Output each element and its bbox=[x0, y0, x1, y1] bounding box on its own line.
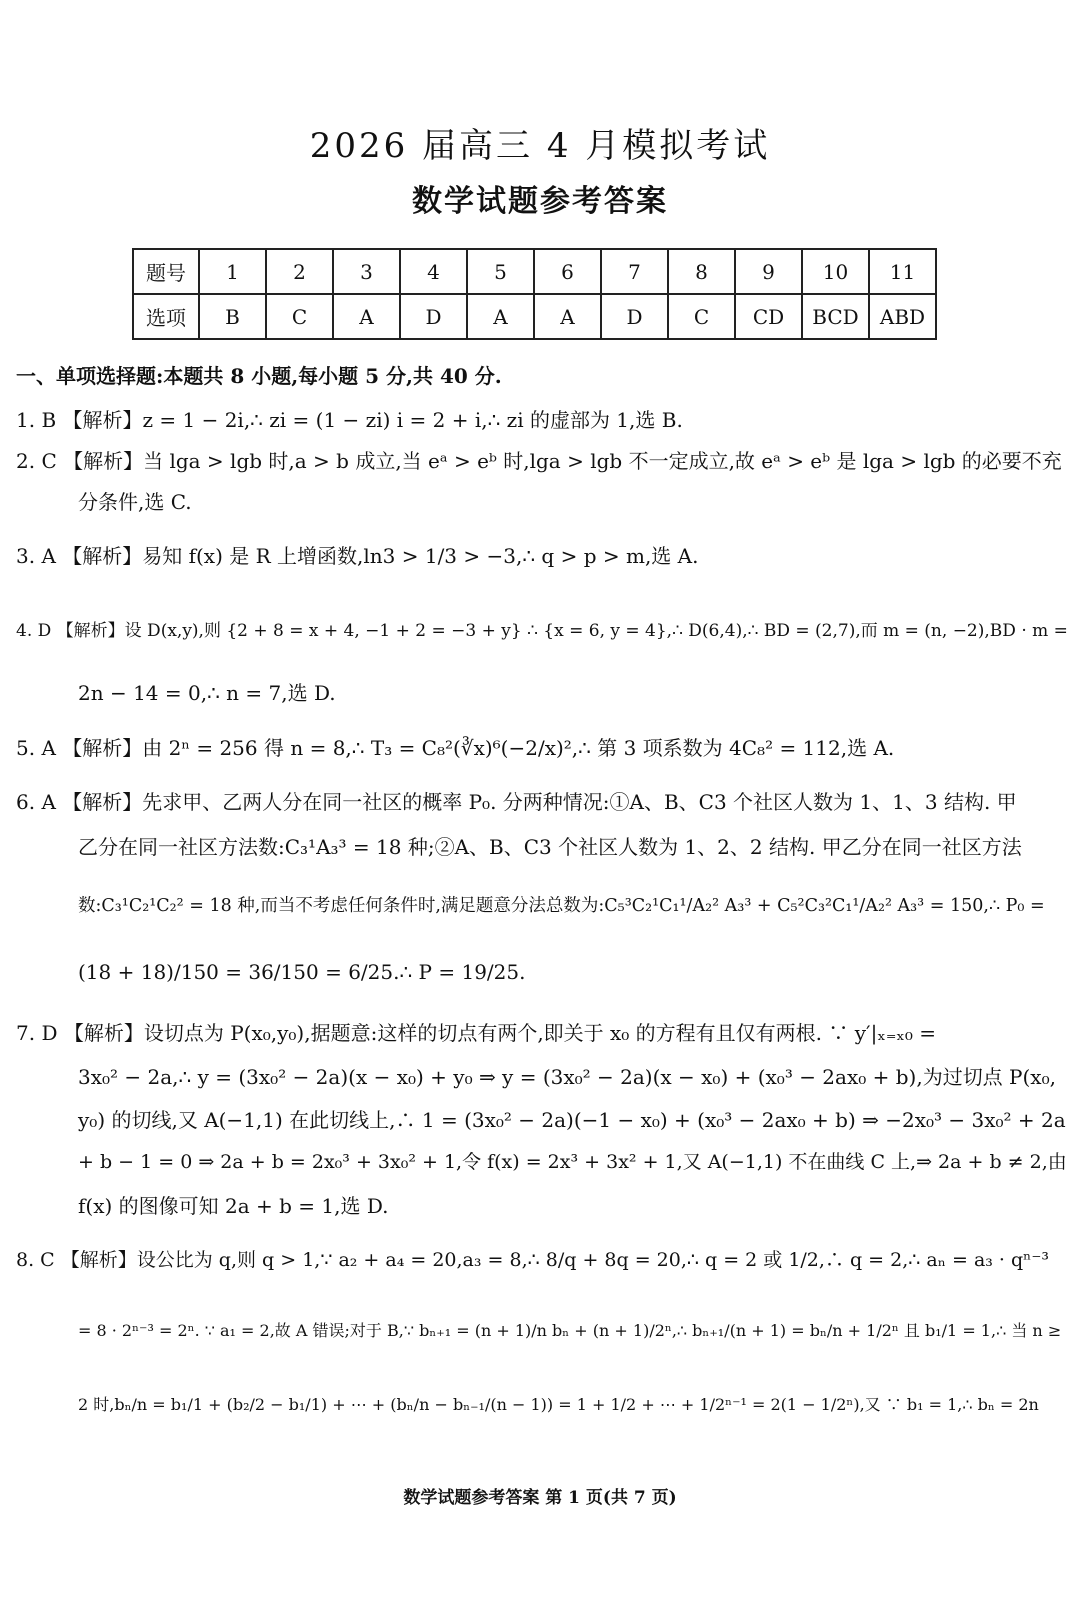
row-label-numbers: 题号 bbox=[133, 249, 199, 294]
solution-line: 2n − 14 = 0,∴ n = 7,选 D. bbox=[78, 681, 336, 705]
table-cell: 5 bbox=[467, 249, 534, 294]
solution-line: 6. A 【解析】先求甲、乙两人分在同一社区的概率 P₀. 分两种情况:①A、B、C3 个社区人数为 1、1、3 结构. 甲 bbox=[16, 790, 1017, 814]
solution-line: 2. C 【解析】当 lga > lgb 时,a > b 成立,当 eᵃ > eᵇ 时,lga > lgb 不一定成立,故 eᵃ > eᵇ 是 lga > lgb 的必要不充 bbox=[16, 449, 1062, 473]
solution-line: f(x) 的图像可知 2a + b = 1,选 D. bbox=[78, 1194, 389, 1218]
table-cell: 9 bbox=[735, 249, 802, 294]
solution-line: 3x₀² − 2a,∴ y = (3x₀² − 2a)(x − x₀) + y₀ ⇒ y = (3x₀² − 2a)(x − x₀) + (x₀³ − 2ax₀ + b),为过切点 P(x₀, bbox=[78, 1065, 1056, 1089]
solution-line: 1. B 【解析】z = 1 − 2i,∴ zi = (1 − zi) i = 2 + i,∴ zi 的虚部为 1,选 B. bbox=[16, 408, 683, 432]
table-cell: 2 bbox=[266, 249, 333, 294]
answer-table bbox=[132, 248, 937, 340]
table-cell: 8 bbox=[668, 249, 735, 294]
answer-table-row-answers bbox=[133, 294, 936, 339]
row-label-answers: 选项 bbox=[133, 294, 199, 339]
page-title: 2026 届高三 4 月模拟考试 bbox=[309, 126, 771, 166]
solution-line: y₀) 的切线,又 A(−1,1) 在此切线上,∴ 1 = (3x₀² − 2a)(−1 − x₀) + (x₀³ − 2ax₀ + b) ⇒ −2x₀³ − 3x₀² + 2a bbox=[78, 1108, 1066, 1132]
solution-line: 分条件,选 C. bbox=[78, 490, 192, 514]
solution-line: 2 时,bₙ/n = b₁/1 + (b₂/2 − b₁/1) + ⋯ + (bₙ/n − bₙ₋₁/(n − 1)) = 1 + 1/2 + ⋯ + 1/2ⁿ⁻¹ = 2(1 − 1/2ⁿ),又 ∵ b₁ = 1,∴ bₙ = 2n bbox=[78, 1395, 1039, 1414]
solution-line: 乙分在同一社区方法数:C₃¹A₃³ = 18 种;②A、B、C3 个社区人数为 1、2、2 结构. 甲乙分在同一社区方法 bbox=[78, 835, 1022, 859]
solution-line: 4. D 【解析】设 D(x,y),则 {2 + 8 = x + 4, −1 + 2 = −3 + y} ∴ {x = 6, y = 4},∴ D(6,4),∴ BD = (2,7),而 m = (n, −2),BD · m = bbox=[16, 621, 1068, 641]
table-cell: 10 bbox=[802, 249, 869, 294]
table-cell: A bbox=[534, 294, 601, 339]
table-cell: D bbox=[601, 294, 668, 339]
table-cell: A bbox=[333, 294, 400, 339]
solution-line: 8. C 【解析】设公比为 q,则 q > 1,∵ a₂ + a₄ = 20,a₃ = 8,∴ 8/q + 8q = 20,∴ q = 2 或 1/2,∴ q = 2,∴ aₙ = a₃ · qⁿ⁻³ bbox=[16, 1249, 1050, 1271]
table-cell: 4 bbox=[400, 249, 467, 294]
table-cell: C bbox=[668, 294, 735, 339]
solution-line: + b − 1 = 0 ⇒ 2a + b = 2x₀³ + 3x₀² + 1,令 f(x) = 2x³ + 3x² + 1,又 A(−1,1) 不在曲线 C 上,⇒ 2a + b ≠ 2,由 bbox=[78, 1151, 1067, 1173]
table-cell: C bbox=[266, 294, 333, 339]
page-footer: 数学试题参考答案 第 1 页(共 7 页) bbox=[403, 1488, 677, 1508]
solution-line: 5. A 【解析】由 2ⁿ = 256 得 n = 8,∴ T₃ = C₈²(∛x)⁶(−2/x)²,∴ 第 3 项系数为 4C₈² = 112,选 A. bbox=[16, 736, 895, 760]
solution-line: 7. D 【解析】设切点为 P(x₀,y₀),据题意:这样的切点有两个,即关于 x₀ 的方程有且仅有两根. ∵ y′|ₓ₌ₓ₀ = bbox=[16, 1021, 936, 1045]
page-subtitle: 数学试题参考答案 bbox=[412, 184, 668, 219]
table-cell: 1 bbox=[199, 249, 266, 294]
solution-line: 3. A 【解析】易知 f(x) 是 R 上增函数,ln3 > 1/3 > −3,∴ q > p > m,选 A. bbox=[16, 544, 699, 568]
table-cell: A bbox=[467, 294, 534, 339]
table-cell: 3 bbox=[333, 249, 400, 294]
solution-line: = 8 · 2ⁿ⁻³ = 2ⁿ. ∵ a₁ = 2,故 A 错误;对于 B,∵ bₙ₊₁ = (n + 1)/n bₙ + (n + 1)/2ⁿ,∴ bₙ₊₁/(n + 1) = bₙ/n + 1/2ⁿ 且 b₁/1 = 1,∴ 当 n ≥ bbox=[78, 1321, 1062, 1340]
table-cell: ABD bbox=[869, 294, 936, 339]
section-heading: 一、单项选择题:本题共 8 小题,每小题 5 分,共 40 分. bbox=[16, 364, 502, 388]
table-cell: D bbox=[400, 294, 467, 339]
table-cell: CD bbox=[735, 294, 802, 339]
solution-line: (18 + 18)/150 = 36/150 = 6/25.∴ P = 19/25. bbox=[78, 960, 526, 984]
table-cell: B bbox=[199, 294, 266, 339]
solution-line: 数:C₃¹C₂¹C₂² = 18 种,而当不考虑任何条件时,满足题意分法总数为:C₅³C₂¹C₁¹/A₂² A₃³ + C₅²C₃²C₁¹/A₂² A₃³ = 150,∴ P₀ = bbox=[78, 896, 1045, 916]
table-cell: 7 bbox=[601, 249, 668, 294]
table-cell: BCD bbox=[802, 294, 869, 339]
answer-table-row-numbers bbox=[133, 249, 936, 294]
table-cell: 6 bbox=[534, 249, 601, 294]
table-cell: 11 bbox=[869, 249, 936, 294]
